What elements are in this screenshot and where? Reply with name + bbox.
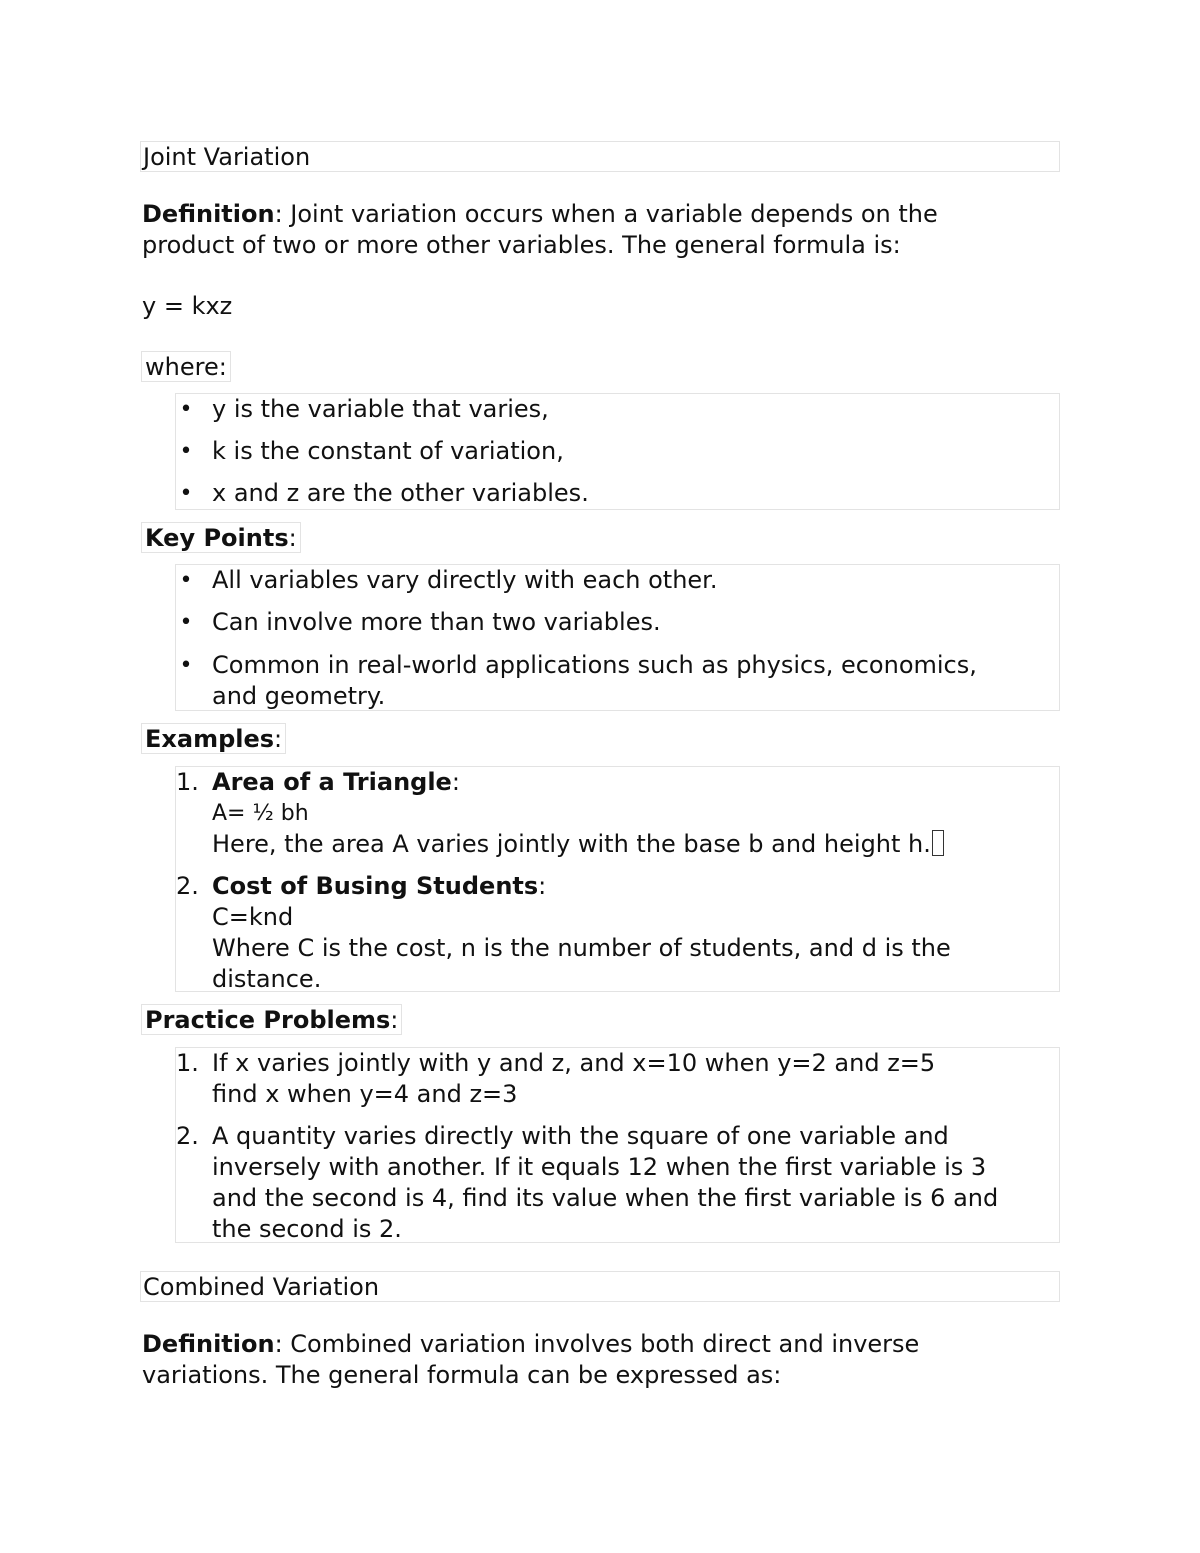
definition-line-1	[142, 1329, 1042, 1360]
section-title-joint-variation	[140, 141, 1060, 172]
list-item: • Common in real-world applications such as physics, economics, and geometry.	[212, 650, 1059, 712]
example-item: 2. Cost of Busing Students: C=knd Where C is the cost, n is the number of students, and d is the distance.	[212, 871, 1059, 995]
list-item: • x and z are the other variables.	[212, 478, 1059, 509]
section-title-combined-variation	[140, 1271, 1060, 1302]
definition-label: Definition	[142, 1330, 275, 1358]
example-title: Area of a Triangle	[212, 768, 452, 796]
practice-item: 1. If x varies jointly with y and z, and x=10 when y=2 and z=5 find x when y=4 and z=3	[176, 1049, 936, 1108]
list-item: • Can involve more than two variables.	[212, 607, 1059, 638]
bullet-icon: •	[179, 439, 193, 464]
title-text: Combined Variation	[143, 1273, 380, 1301]
key-points-list	[175, 564, 1060, 711]
practice-item: 2. A quantity varies directly with the square of one variable and inversely with another. If it equals 12 when the first variable is 3 and the second is 4, find its value when the first variable is 6 and the second is 2.	[176, 1122, 999, 1243]
joint-formula: y = kxz	[142, 292, 233, 320]
example-formula: A= ½ bh	[212, 801, 309, 826]
example-formula: C=knd	[212, 903, 294, 931]
where-list	[175, 393, 1060, 510]
definition-label: Definition	[142, 200, 275, 228]
example-item: 1. Area of a Triangle: A= ½ bh Here, the area A varies jointly with the base b and height h.	[212, 767, 1059, 860]
definition-text-2: product of two or more other variables. The general formula is:	[142, 231, 901, 259]
text-cursor-icon	[932, 830, 944, 856]
example-desc: distance.	[212, 965, 322, 993]
example-desc: Where C is the cost, n is the number of students, and d is the	[212, 934, 951, 962]
title-text: Joint Variation	[143, 143, 311, 171]
practice-heading: Practice Problems:	[141, 1004, 402, 1035]
examples-heading: Examples:	[141, 723, 286, 754]
bullet-icon: •	[179, 610, 193, 635]
list-item: • y is the variable that varies,	[212, 394, 1059, 425]
definition-text-2: variations. The general formula can be expressed as:	[142, 1361, 782, 1389]
practice-list	[175, 1047, 1060, 1243]
definition-line-1	[142, 199, 1042, 230]
key-points-heading: Key Points:	[141, 522, 301, 553]
example-title: Cost of Busing Students	[212, 872, 539, 900]
example-desc: Here, the area A varies jointly with the base b and height h.	[212, 829, 1059, 860]
where-label: where:	[141, 351, 231, 382]
combined-definition	[142, 1329, 1042, 1391]
bullet-icon: •	[179, 397, 193, 422]
examples-list	[175, 766, 1060, 992]
bullet-icon: •	[179, 568, 193, 593]
definition-text-1: : Combined variation involves both direct and inverse	[274, 1330, 920, 1358]
list-item: • k is the constant of variation,	[212, 436, 1059, 467]
joint-definition	[142, 199, 1042, 261]
definition-text-1: : Joint variation occurs when a variable depends on the	[274, 200, 938, 228]
bullet-icon: •	[179, 481, 193, 506]
list-item: • All variables vary directly with each other.	[212, 565, 1059, 596]
bullet-icon: •	[179, 653, 193, 678]
